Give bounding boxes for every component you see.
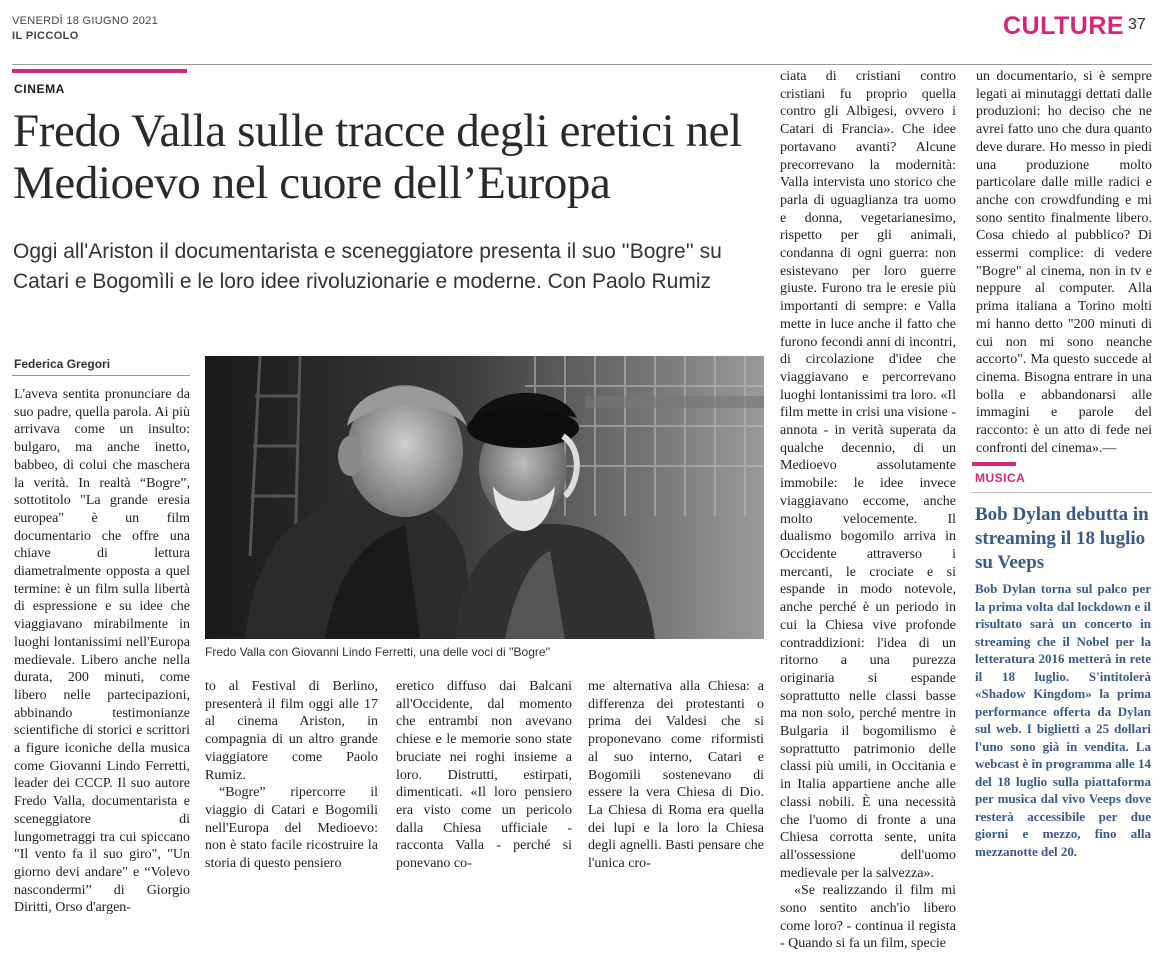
paragraph: L'aveva sentita pronunciare da suo padre, quella parola. Ai più arrivava come un insulto: bulgaro, ma anche inetto, babbeo, di colui che maschera la verità. In realtà “Bogre”, sottotitolo "La grande eresia europea" è un film documentario che offre una chiave di lettura diametralmente opposta a quel termine: è un film sulla libertà di espressione e su idee che viaggiavano mirabilmente in luoghi lontanissimi nell'Europa medievale. Libero anche nella durata, 200 minuti, come libero nelle partecipazioni, abbinando testimonianze scientifiche di storici e scrittori a figure iconiche della musica come Giovanni Lindo Ferretti, leader dei CCCP. Il suo autore Fredo Valla, documentarista e sceneggiatore di lungometraggi tra cui spiccano "Il vento fa il suo giro", "Un giorno devi andare" e “Volevo nascondermi” di Giorgio Diritti, Orso d'argen- <box>14 387 190 916</box>
sidebar-headline: Bob Dylan debutta in streaming il 18 luglio su Veeps <box>975 504 1149 573</box>
article-kicker: CINEMA <box>14 82 65 96</box>
byline-divider <box>12 375 190 376</box>
newspaper-name: IL PICCOLO <box>12 30 79 42</box>
paragraph: “Bogre” ripercorre il viaggio di Catari e Bogomili nell'Europa del Medioevo: non è stato facile ricostruire la storia di questo pensiero <box>205 785 378 872</box>
sidebar-divider <box>972 492 1152 493</box>
paragraph: ciata di cristiani contro cristiani fu proprio quella contro gli Albigesi, ovvero i Catari di Francia». Che idee portavano avanti? Alcune precorrevano la modernità: Valla intervista uno storico che parla di uguaglianza tra uomo e donna, vegetarianesimo, rispetto per gli animali, condanna di ogni guerra: non esistevano per loro guerre giuste. Furono tra le eresie più importanti di sempre: e Valla mette in luce anche il fatto che furono fecondi anni di incontri, di circolazione d'idee che viaggiavano e percorrevano luoghi lontanissimi tra loro. «Il film mette in crisi una visione - annota - in verità superata da qualche decennio, di un Medioevo assolutamente immobile: le idee invece viaggiavano eccome, anche molto velocemente. Il dualismo bogomilo arriva in Occidente attraverso i mercanti, le crociate e si espande in modo notevole, anche perché è un periodo in cui la Chiesa vive profonde contraddizioni: l'idea di un ritorno a una purezza originaria si espande soprattutto nelle classi basse ma non solo, perché mentre in Bulgaria il bogomilismo è soprattutto patrimonio delle classi più umili, in Occitania e in Italia appartiene anche alle classi nobili. È una necessità che l'uomo di fronte a una Chiesa corrotta sente, unita all'ossessione dell'uomo medievale per la salvezza». <box>780 69 956 881</box>
sidebar-kicker: MUSICA <box>975 471 1026 485</box>
paragraph: «Se realizzando il film mi sono sentito anch'io libero come loro? - continua il regista - Quando si fa un film, specie <box>780 883 956 952</box>
page-number: 37 <box>1128 16 1146 33</box>
sidebar-body: Bob Dylan torna sul palco per la prima volta dal lockdown e il risultato sarà un concerto in streaming che il Nobel per la letteratura 2016 metterà in rete il 18 luglio. S'intitolerà «Shadow Kingdom» la prima performance offerta da Dylan sul web. I biglietti a 25 dollari l'uno sono già in vendita. La webcast è in programma alle 14 del 18 luglio sulla piattaforma per musica dal vivo Veeps dove resterà accessibile per due giorni e mezzo, fino alla mezzanotte del 20. <box>975 581 1151 859</box>
issue-date: VENERDÌ 18 GIUGNO 2021 <box>12 15 158 27</box>
article-column-1 <box>14 386 190 917</box>
article-column-4 <box>588 678 764 873</box>
article-subhead: Oggi all'Ariston il documentarista e sceneggiatore presenta il suo ''Bogre'' su Catari e Bogomìli e le loro idee rivoluzionarie e moderne. Con Paolo Rumiz <box>13 240 722 293</box>
header-divider <box>12 64 1152 65</box>
article-column-5 <box>780 68 956 953</box>
sidebar-accent-bar <box>972 462 1016 466</box>
article-byline: Federica Gregori <box>14 357 111 371</box>
kicker-accent-bar <box>12 69 187 73</box>
article-headline: Fredo Valla sulle tracce degli eretici nel Medioevo nel cuore dell’Europa <box>13 105 742 209</box>
paragraph: eretico diffuso dai Balcani all'Occidente, dal momento che entrambi non avevano chiese e le memorie sono state bruciate nei roghi insieme a loro. Distrutti, estirpati, dimenticati. «Il loro pensiero era visto come un pericolo dalla Chiesa ufficiale - racconta Valla - perché si ponevano co- <box>396 679 572 872</box>
article-photo <box>205 356 764 639</box>
paragraph: to al Festival di Berlino, presenterà il film oggi alle 17 al cinema Ariston, in compagnia di un altro grande viaggiatore come Paolo Rumiz. <box>205 679 378 783</box>
article-column-2 <box>205 678 378 873</box>
article-column-6 <box>976 68 1152 457</box>
paragraph: un documentario, si è sempre legati ai minutaggi dettati dalle produzioni: ho deciso che ne avrei fatto uno che dura quanto deve durare. Ho messo in piedi una produzione molto particolare dalle mille radici e anche con crowdfunding e mi sono sentito finalmente libero. Cosa chiedo al pubblico? Di essermi complice: di vedere "Bogre" al cinema, non in tv e neppure al computer. Alla prima italiana a Torino molti mi hanno detto "200 minuti di cui non mi sono neanche accorto". Ma questo succede al cinema. Bisogna entrare in una bolla e abbandonarsi alle immagini e parole del racconto: è un atto di fede nei confronti del cinema».— <box>976 69 1152 456</box>
paragraph: me alternativa alla Chiesa: a differenza dei protestanti o prima dei Valdesi che si proponevano come riformisti al suo interno, Catari e Bogomili sostenevano di essere la vera Chiesa di Dio. La Chiesa di Roma era quella dei lupi e la loro la Chiesa degli agnelli. Basti pensare che l'unica cro- <box>588 679 764 872</box>
article-column-3 <box>396 678 572 873</box>
photo-illustration <box>205 356 764 639</box>
photo-caption: Fredo Valla con Giovanni Lindo Ferretti, una delle voci di ''Bogre'' <box>205 645 551 659</box>
section-title: CULTURE <box>1003 12 1125 40</box>
